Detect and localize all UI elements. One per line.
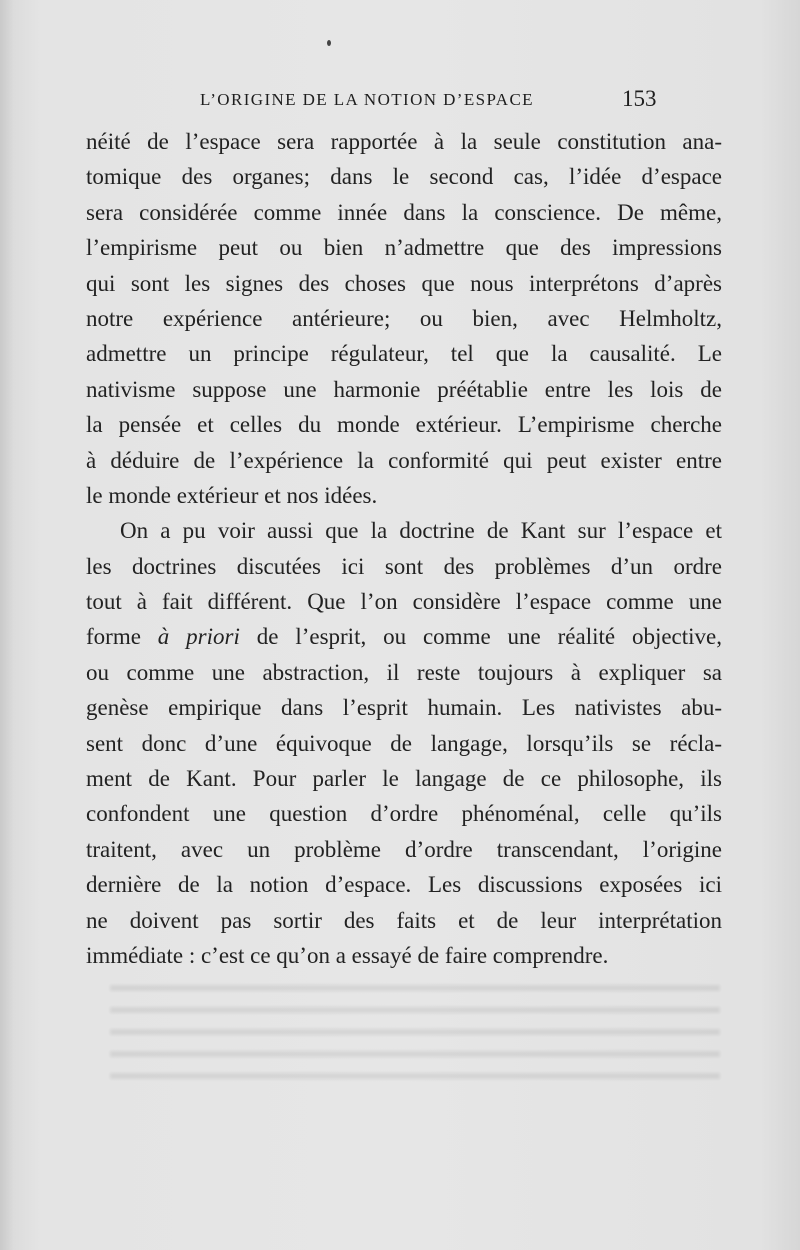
text-line: On a pu voir aussi que la doctrine de Kant sur l’espace et xyxy=(120,518,722,544)
text-line: forme à priori de l’esprit, ou comme une réalité objective, xyxy=(86,624,722,650)
text-line: à déduire de l’expérience la conformité qui peut exister entre xyxy=(86,447,722,473)
paragraph-2 xyxy=(86,513,722,973)
text-line: genèse empirique dans l’esprit humain. Les nativistes abu- xyxy=(86,695,722,721)
text-line: notre expérience antérieure; ou bien, avec Helmholtz, xyxy=(86,305,722,331)
text-line: tomique des organes; dans le second cas, l’idée d’espace xyxy=(86,164,722,190)
text-line: qui sont les signes des choses que nous interprétons d’après xyxy=(86,270,722,296)
body-text xyxy=(86,124,722,973)
text-line: confondent une question d’ordre phénoménal, celle qu’ils xyxy=(86,801,722,827)
text-line: admettre un principe régulateur, tel que la causalité. Le xyxy=(86,341,722,367)
text-line: immédiate : c’est ce qu’on a essayé de faire comprendre. xyxy=(86,942,609,968)
bleed-through-shadow xyxy=(110,985,720,1095)
text-line: néité de l’espace sera rapportée à la seule constitution ana- xyxy=(86,129,722,154)
text-line: nativisme suppose une harmonie préétablie entre les lois de xyxy=(86,376,722,402)
page-number: 153 xyxy=(622,86,657,111)
text-line: dernière de la notion d’espace. Les discussions exposées ici xyxy=(86,872,722,898)
page-header xyxy=(0,86,800,116)
text-line: ment de Kant. Pour parler le langage de ce philosophe, ils xyxy=(86,766,722,792)
text-line: ou comme une abstraction, il reste toujours à expliquer sa xyxy=(86,659,722,685)
text-line: le monde extérieur et nos idées. xyxy=(86,482,378,508)
text-line: l’empirisme peut ou bien n’admettre que des impressions xyxy=(86,235,722,261)
text-line: traitent, avec un problème d’ordre transcendant, l’origine xyxy=(86,836,722,862)
text-line: tout à fait différent. Que l’on considère l’espace comme une xyxy=(86,589,722,615)
running-head: L’ORIGINE DE LA NOTION D’ESPACE xyxy=(200,90,534,109)
paragraph-1 xyxy=(86,124,722,513)
text-line: la pensée et celles du monde extérieur. L’empirisme cherche xyxy=(86,412,722,438)
text-line: sent donc d’une équivoque de langage, lorsqu’ils se récla- xyxy=(86,730,722,756)
ink-speck xyxy=(327,40,331,46)
text-line: sera considérée comme innée dans la conscience. De même, xyxy=(86,199,722,225)
text-line: ne doivent pas sortir des faits et de leur interprétation xyxy=(86,907,722,933)
text-line: les doctrines discutées ici sont des problèmes d’un ordre xyxy=(86,553,722,579)
